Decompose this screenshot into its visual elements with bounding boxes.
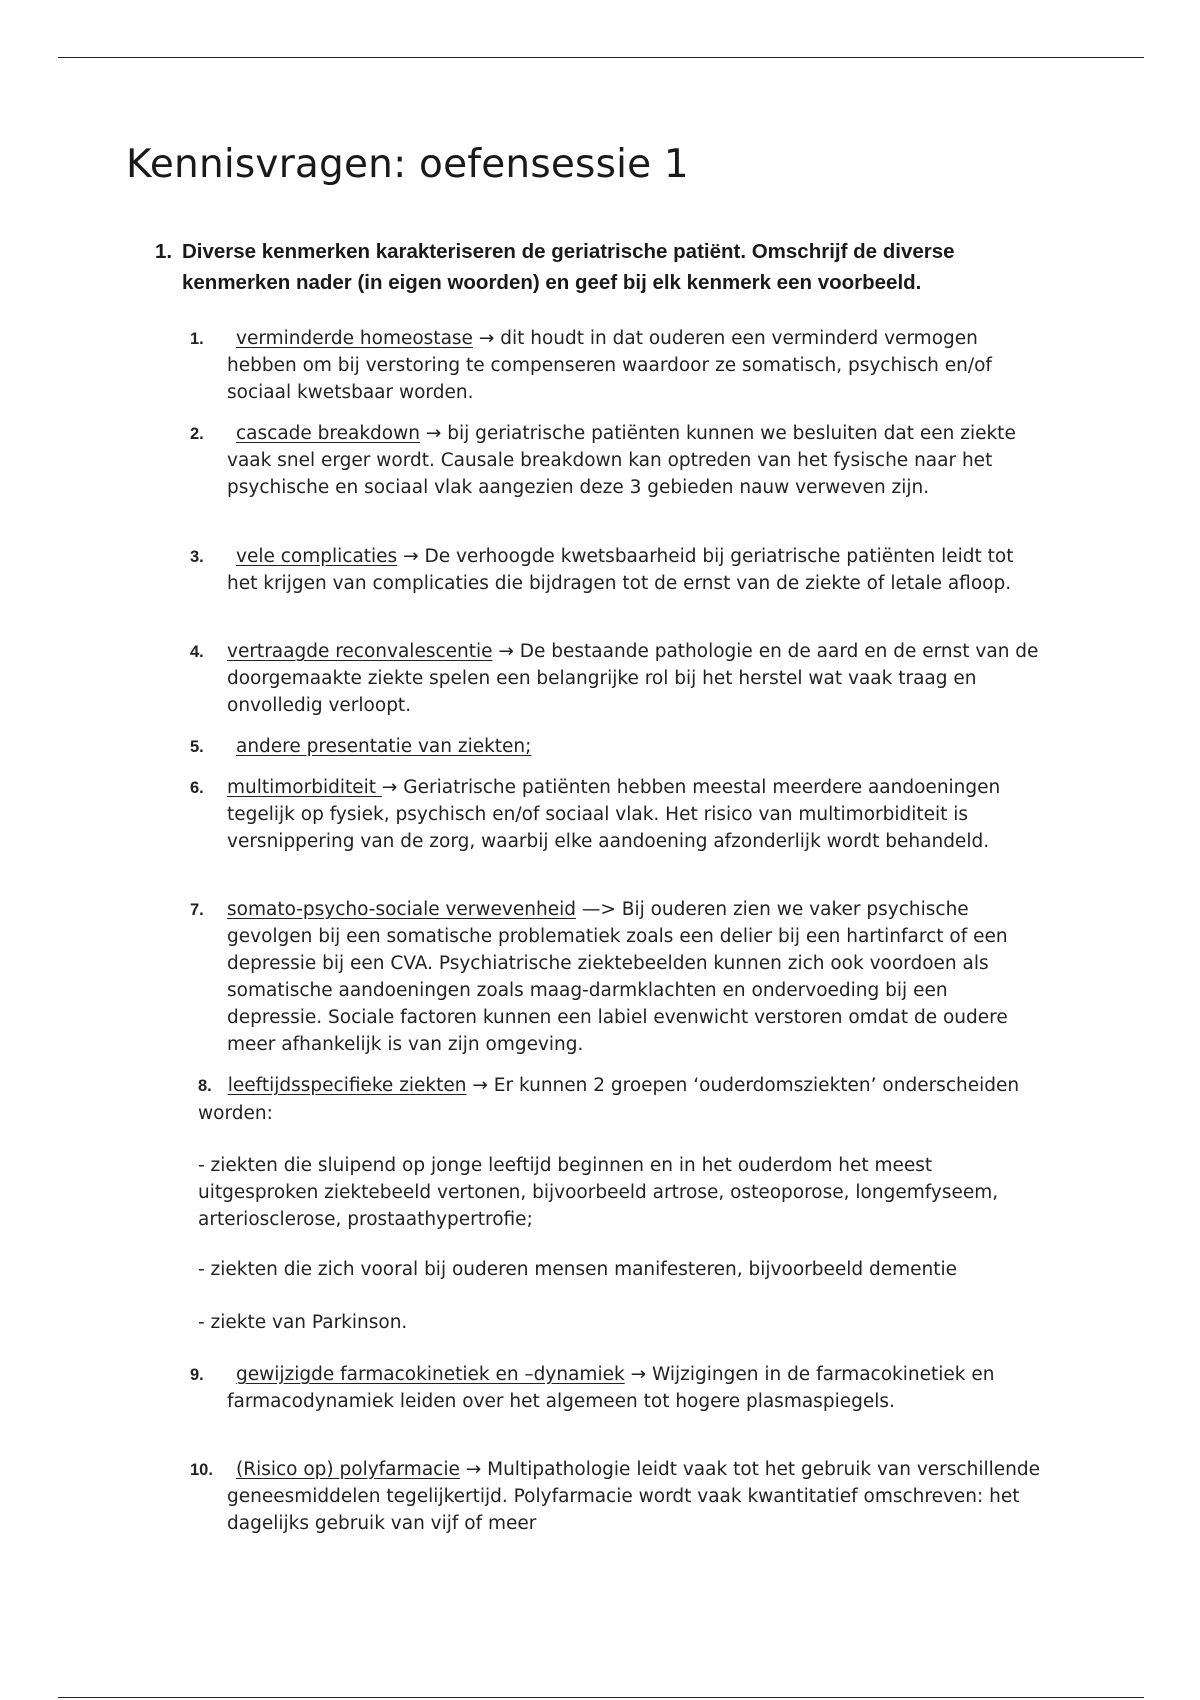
list-item [190,1361,1040,1415]
list-item-number: 2. [190,425,204,443]
list-item-term: somato-psycho-sociale verwevenheid [227,899,576,920]
list-item-text: → Er kunnen 2 groepen ‘ouderdomsziekten’ onderscheiden worden: [198,1075,1020,1124]
list-item-text: → bij geriatrische patiënten kunnen we besluiten dat een ziekte vaak snel erger wordt. Causale breakdown kan optreden van het fysische naar het psychische en sociaal vlak aangezien deze 3 gebieden nauw verweven zijn. [227,423,1016,498]
list-item-number: 4. [190,643,204,661]
list-item [190,638,1040,719]
list-item-number: 7. [190,901,204,919]
list-item-term: andere presentatie van ziekten; [236,736,532,757]
item8-detail: - ziekten die sluipend op jonge leeftijd beginnen en in het ouderdom het meest uitgesproken ziektebeeld vertonen, bijvoorbeeld artrose, osteoporose, longemfyseem, arteriosclerose, prostaathypertrofie; [198,1155,999,1230]
list-item-term: gewijzigde farmacokinetiek en –dynamiek [236,1364,625,1385]
list-item-term: verminderde homeostase [236,328,473,349]
page-title: Kennisvragen: oefensessie 1 [126,142,689,187]
list-item-term: cascade breakdown [236,423,420,444]
list-item-number: 6. [190,779,204,797]
bottom-rule [58,1697,1144,1698]
list-item-number: 3. [190,548,204,566]
question-text: Diverse kenmerken karakteriseren de geriatrische patiënt. Omschrijf de diverse kenmerken nader (in eigen woorden) en geef bij elk kenmerk een voorbeeld. [182,240,955,294]
item8-detail: - ziekten die zich vooral bij ouderen mensen manifesteren, bijvoorbeeld dementie [198,1259,958,1280]
list-item-term: leeftijdsspecifieke ziekten [227,1075,467,1096]
list-item-term: multimorbiditeit [227,777,382,798]
list-item-text: —> Bij ouderen zien we vaker psychische gevolgen bij een somatische problematiek zoals een delier bij een hartinfarct of een depressie bij een CVA. Psychiatrische ziektebeelden kunnen zich ook voordoen als somatische aandoeningen zoals maag-darmklachten en ondervoeding bij een depressie. Sociale factoren kunnen een labiel evenwicht verstoren omdat de oudere meer afhankelijk is van zijn omgeving. [227,899,1008,1055]
list-item [190,896,1040,1058]
list-item-text: → De bestaande pathologie en de aard en de ernst van de doorgemaakte ziekte spelen een belangrijke rol bij het herstel wat vaak traag en onvolledig verloopt. [227,641,1039,716]
list-item-number: 9. [190,1366,204,1384]
list-item [190,1456,1040,1537]
question-number: 1. [155,240,173,263]
list-item-term: vele complicaties [236,546,398,567]
list-item-number: 10. [190,1461,213,1479]
list-item-text: → Geriatrische patiënten hebben meestal meerdere aandoeningen tegelijk op fysiek, psychisch en/of sociaal vlak. Het risico van multimorbiditeit is versnippering van de zorg, waarbij elke aandoening afzonderlijk wordt behandeld. [227,777,1001,852]
list-item-term: (Risico op) polyfarmacie [236,1459,460,1480]
list-item [190,733,1040,760]
top-rule [58,57,1144,58]
list-item-number: 1. [190,330,204,348]
question-1 [155,236,1035,298]
list-item-number: 8. [198,1077,212,1095]
list-item-term: vertraagde reconvalescentie [227,641,493,662]
list-item-text: → Wijzigingen in de farmacokinetiek en farmacodynamiek leiden over het algemeen tot hogere plasmaspiegels. [227,1364,995,1412]
list-item-text: → Multipathologie leidt vaak tot het gebruik van verschillende geneesmiddelen tegelijkertijd. Polyfarmacie wordt vaak kwantitatief omschreven: het dagelijks gebruik van vijf of meer [227,1459,1040,1534]
list-item [190,774,1040,855]
item8-detail: - ziekte van Parkinson. [198,1312,408,1333]
list-item [190,543,1040,597]
list-item-8 [198,1072,1058,1127]
list-item [190,325,1040,406]
list-item-number: 5. [190,738,204,756]
list-item [190,420,1040,501]
list-item-text: → De verhoogde kwetsbaarheid bij geriatrische patiënten leidt tot het krijgen van complicaties die bijdragen tot de ernst van de ziekte of letale afloop. [227,546,1014,594]
list-item-text: → dit houdt in dat ouderen een verminderd vermogen hebben om bij verstoring te compenseren waardoor ze somatisch, psychisch en/of sociaal kwetsbaar worden. [227,328,992,403]
